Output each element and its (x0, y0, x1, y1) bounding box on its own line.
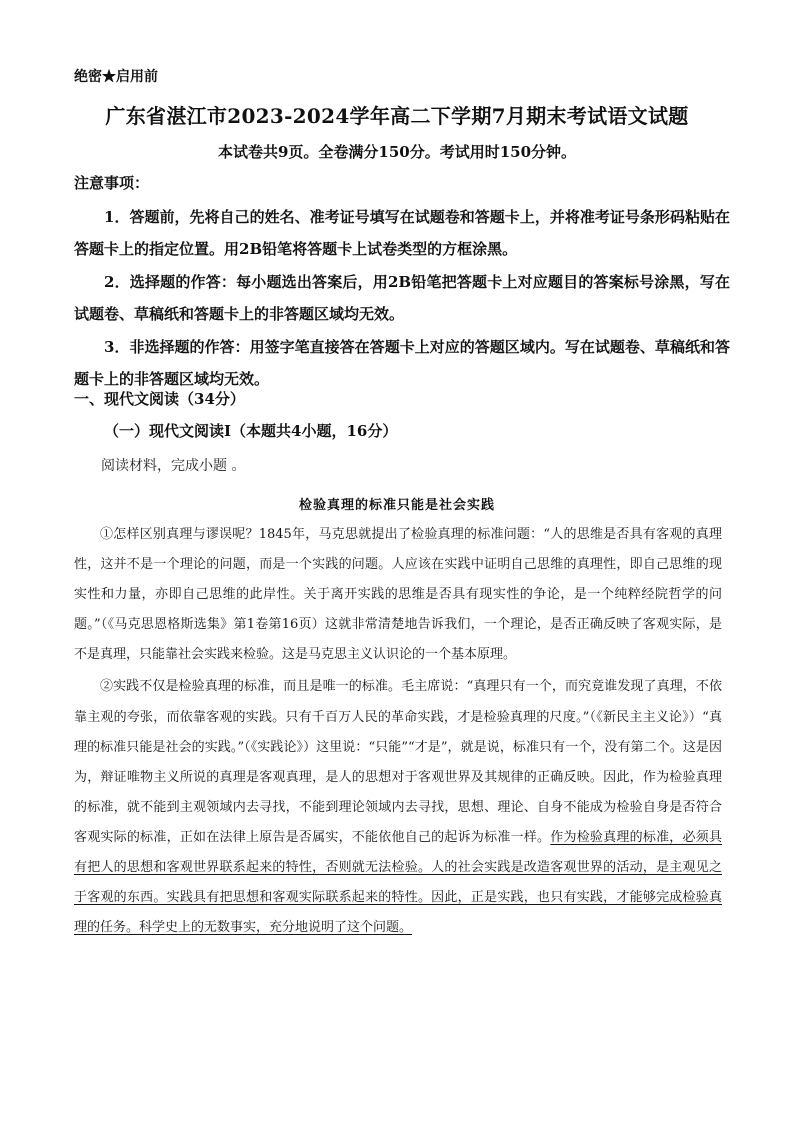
confidential-label: 绝密★启用前 (74, 69, 158, 85)
note-item-1: 1．答题前，先将自己的姓名、准考证号填写在试题卷和答题卡上，并将准考证号条形码粘贴在答题卡上的指定位置。用2B铅笔将答题卡上试卷类型的方框涂黑。 (74, 208, 730, 259)
reading-instruction: 阅读材料，完成小题 。 (101, 458, 246, 474)
note-item-2: 2．选择题的作答：每小题选出答案后，用2B铅笔把答题卡上对应题目的答案标号涂黑，写在试题卷、草稿纸和答题卡上的非答题区域均无效。 (74, 272, 730, 324)
underlined-passage: 作为检验真理的标准，必须具有把人的思想和客观世界联系起来的特性，否则就无法检验。人的社会实践是改造客观世界的活动，是主观见之于客观的东西。实践具有把思想和客观实际联系起来的特性。因此，正是实践，也只有实践，才能够完成检验真理的任务。科学史上的无数事实，充分地说明了这个问题。 (74, 829, 722, 936)
exam-title: 广东省湛江市2023-2024学年高二下学期7月期末考试语文试题 (105, 104, 689, 128)
subsection-heading: （一）现代文阅读Ⅰ（本题共4小题，16分） (104, 422, 398, 440)
notes-list (74, 201, 730, 395)
exam-subtitle: 本试卷共9页。全卷满分150分。考试用时150分钟。 (217, 143, 577, 161)
section-heading: 一、现代文阅读（34分） (74, 390, 245, 408)
notes-heading: 注意事项： (74, 174, 150, 192)
article-paragraph-2 (74, 672, 722, 943)
article-paragraph-1: ①怎样区别真理与谬误呢？1845年，马克思就提出了检验真理的标准问题：“人的思维是否具有客观的真理性，这并不是一个理论的问题，而是一个实践的问题。人应该在实践中证明自己思维的真理性，即自己思维的现实性和力量，亦即自己思维的此岸性。关于离开实践的思维是否具有现实性的争论，是一个纯粹经院哲学的问题。”（《马克思恩格斯选集》第1卷第16页）这就非常清楚地告诉我们，一个理论，是否正确反映了客观实际，是不是真理，只能靠社会实践来检验。这是马克思主义认识论的一个基本原理。 (74, 527, 722, 663)
note-item-3: 3．非选择题的作答：用签字笔直接答在答题卡上对应的答题区域内。写在试题卷、草稿纸和答题卡上的非答题区域均无效。 (74, 337, 730, 389)
article-title: 检验真理的标准只能是社会实践 (298, 498, 495, 513)
paragraph-2-text: ②实践不仅是检验真理的标准，而且是唯一的标准。毛主席说：“真理只有一个，而究竟谁发现了真理，不依靠主观的夸张，而依靠客观的实践。只有千百万人民的革命实践，才是检验真理的尺度。”（《新民主主义论》）“真理的标准只能是社会的实践。”（《实践论》）这里说：“只能”“才是”，就是说，标准只有一个，没有第二个。这是因为，辩证唯物主义所说的真理是客观真理，是人的思想对于客观世界及其规律的正确反映。因此，作为检验真理的标准，就不能到主观领域内去寻找，不能到理论领域内去寻找，思想、理论、自身不能成为检验自身是否符合客观实际的标准，正如在法律上原告是否属实，不能依他自己的起诉为标准一样。 (74, 679, 722, 845)
article-body (74, 520, 722, 945)
